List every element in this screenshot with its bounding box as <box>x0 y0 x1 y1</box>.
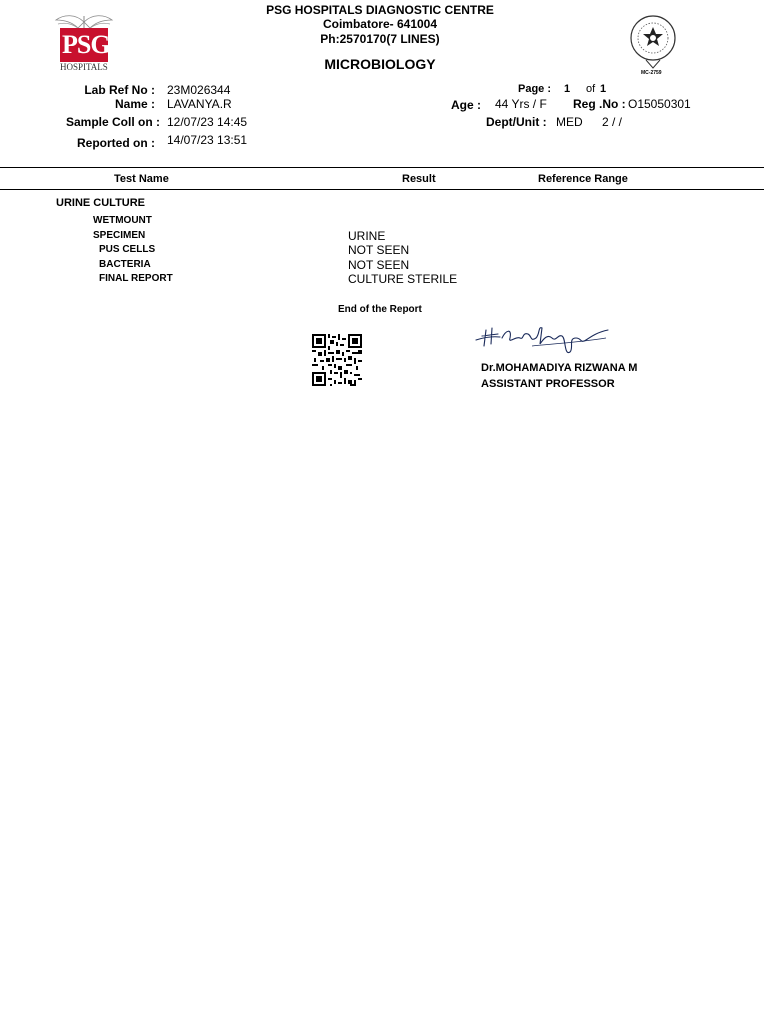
page-value: 1 <box>564 83 571 95</box>
logo-subtext: HOSPITALS <box>60 62 108 72</box>
table-top-rule <box>0 167 764 168</box>
lab-ref-label: Lab Ref No : <box>84 83 155 97</box>
result-specimen: URINE <box>348 229 386 243</box>
unit-value: 2 / / <box>602 115 623 129</box>
age-label: Age : <box>451 98 481 112</box>
doctor-signature <box>472 316 614 360</box>
org-phone: Ph:2570170(7 LINES) <box>320 32 440 46</box>
seal-text: MC-2759 <box>641 70 662 76</box>
result-bacteria: NOT SEEN <box>348 258 410 272</box>
age-value: 44 Yrs / F <box>495 97 547 111</box>
reported-value: 14/07/23 13:51 <box>167 133 248 147</box>
reg-no-value: O15050301 <box>628 97 691 111</box>
col-header-test-name: Test Name <box>114 173 169 185</box>
doctor-title: ASSISTANT PROFESSOR <box>481 378 615 390</box>
name-label: Name : <box>114 97 155 111</box>
qr-code <box>312 334 362 386</box>
test-name-specimen: SPECIMEN <box>93 230 146 241</box>
result-final-report: CULTURE STERILE <box>348 272 458 286</box>
test-name-pus-cells: PUS CELLS <box>99 244 156 255</box>
sample-coll-label: Sample Coll on : <box>65 115 160 129</box>
page-total: 1 <box>600 83 607 95</box>
col-header-reference-range: Reference Range <box>538 173 628 185</box>
page-of: of <box>586 83 596 95</box>
doctor-name: Dr.MOHAMADIYA RIZWANA M <box>481 362 638 374</box>
hospital-logo <box>54 12 114 74</box>
lab-ref-value: 23M026344 <box>167 83 231 97</box>
org-city: Coimbatore- 641004 <box>322 17 438 31</box>
test-name-bacteria: BACTERIA <box>99 259 151 270</box>
reg-no-label: Reg .No : <box>573 97 626 111</box>
sample-coll-value: 12/07/23 14:45 <box>167 115 248 129</box>
dept-value: MED <box>556 115 583 129</box>
section-title: URINE CULTURE <box>56 197 146 209</box>
org-name: PSG HOSPITALS DIAGNOSTIC CENTRE <box>266 3 494 17</box>
result-pus-cells: NOT SEEN <box>348 243 410 257</box>
department-title: MICROBIOLOGY <box>324 56 436 72</box>
reported-label: Reported on : <box>77 136 155 150</box>
logo-text: PSG <box>62 30 110 59</box>
page-label: Page : <box>518 83 552 95</box>
end-of-report: End of the Report <box>338 304 422 315</box>
dept-unit-label: Dept/Unit : <box>486 115 547 129</box>
test-name-final-report: FINAL REPORT <box>99 273 173 284</box>
col-header-result: Result <box>402 173 436 185</box>
table-header-rule <box>0 189 764 190</box>
name-value: LAVANYA.R <box>167 97 232 111</box>
test-name-wetmount: WETMOUNT <box>93 215 152 226</box>
accreditation-seal <box>626 12 682 78</box>
